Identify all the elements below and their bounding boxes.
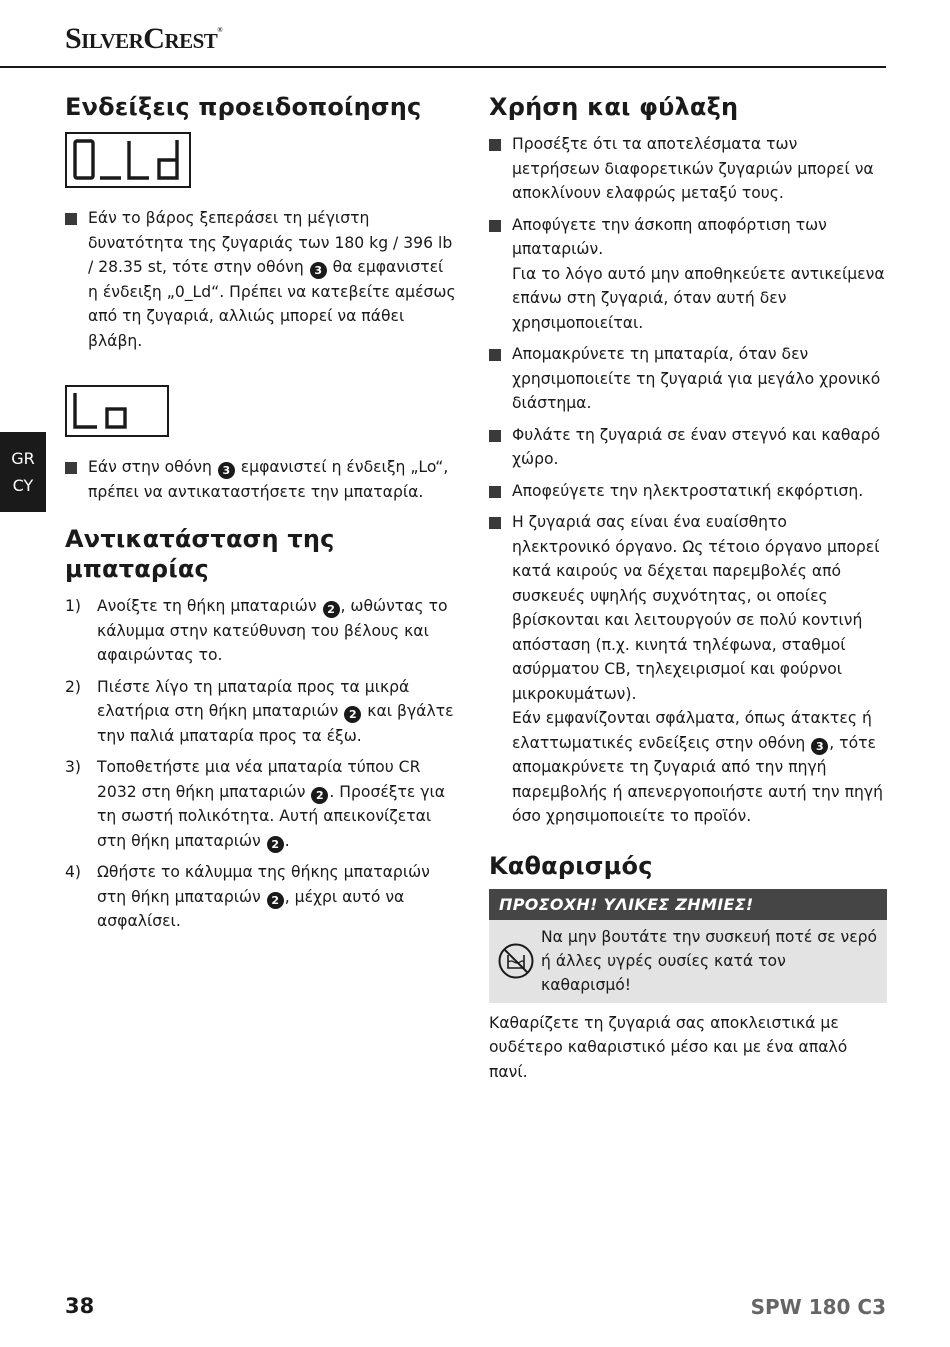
usage-item-1: Προσέξτε ότι τα αποτελέσματα των μετρήσεων διαφορετικών ζυγαριών μπορεί να αποκλίνουν ελαφρώς μεταξύ τους. — [489, 132, 887, 206]
step-text: . — [284, 831, 290, 850]
page-number: 38 — [65, 1294, 95, 1318]
model-number: SPW 180 C3 — [750, 1295, 886, 1319]
usage-item-4: Φυλάτε τη ζυγαριά σε έναν στεγνό και καθαρό χώρο. — [489, 423, 887, 472]
language-tab-gr: GR — [11, 449, 35, 468]
step-number: 2) — [65, 677, 82, 696]
battery-title: Αντικατάσταση της μπαταρίας — [65, 525, 335, 583]
warning-old-item — [65, 206, 457, 353]
language-tab-cy: CY — [12, 476, 34, 495]
usage-item-2 — [489, 213, 887, 336]
no-immersion-icon — [497, 942, 535, 980]
warning-lo-text-2: εμφανιστεί η ένδειξη „Lo“, πρέπει να αντικαταστήσετε την μπαταρία. — [88, 458, 449, 501]
warnings-title: Ενδείξεις προειδοποίησης — [65, 93, 422, 121]
warning-old-text-1: Εάν το βάρος ξεπεράσει τη μέγιστη δυνατότητα της ζυγαριάς των 180 kg / 396 lb / 28.35 st, τότε στην οθόνη — [88, 209, 453, 276]
language-tab — [0, 432, 46, 512]
ref-display-3: 3 — [218, 462, 235, 479]
ref-battery-compartment: 2 — [344, 706, 361, 723]
step-text: Ανοίξτε τη θήκη μπαταριών — [97, 597, 322, 615]
usage-item-3: Απομακρύνετε τη μπαταρία, όταν δεν χρησιμοποιείτε τη ζυγαριά για μεγάλο χρονικό διάστημα. — [489, 342, 887, 416]
step-text: Τοποθετήστε μια νέα μπαταρία τύπου CR 2032 στη θήκη μπαταριών — [97, 758, 421, 801]
usage-item-6-text-c: , τότε απομακρύνετε τη ζυγαριά από την πηγή παρεμβολής ή απενεργοποιήστε αυτή την πηγή όσο χρησιμοποιείτε το προϊόν. — [512, 733, 883, 825]
cleaning-text: Καθαρίζετε τη ζυγαριά σας αποκλειστικά με ουδέτερο καθαριστικό μέσο και με ένα απαλό πανί. — [489, 1013, 848, 1081]
left-column — [65, 92, 457, 941]
header-rule — [0, 66, 886, 68]
cleaning-title: Καθαρισμός — [489, 851, 653, 880]
ref-battery-compartment: 2 — [311, 787, 328, 804]
brand-name: SilverCrest — [65, 22, 218, 55]
warning-old-text-2: θα εμφανιστεί η ένδειξη „0_Ld“. Πρέπει να κατεβείτε αμέσως από τη ζυγαριά, αλλιώς μπορεί να πάθει βλάβη. — [88, 258, 456, 350]
caution-banner: ΠΡΟΣΟΧΗ! ΥΛΙΚΕΣ ΖΗΜΙΕΣ! — [489, 889, 887, 920]
ref-display-3: 3 — [310, 262, 327, 279]
lcd-display-old — [65, 132, 191, 188]
battery-step-3 — [65, 755, 457, 853]
usage-title: Χρήση και φύλαξη — [489, 93, 739, 121]
warning-old-list — [65, 206, 457, 353]
step-text: Πιέστε λίγο τη μπαταρία προς τα μικρά ελατήρια στη θήκη μπαταριών — [97, 677, 410, 720]
battery-step-2 — [65, 675, 457, 749]
battery-step-4 — [65, 860, 457, 934]
usage-list — [489, 132, 887, 829]
ref-battery-compartment: 2 — [267, 892, 284, 909]
step-number: 3) — [65, 758, 82, 776]
registered-mark: ® — [217, 26, 223, 34]
step-text: , μέχρι αυτό να ασφαλίσει. — [97, 887, 405, 930]
step-text: , ωθώντας το κάλυμμα στην κατεύθυνση του βέλους και αφαιρώντας το. — [97, 597, 448, 664]
lcd-display-lo — [65, 385, 169, 437]
caution-box — [489, 920, 887, 1003]
ref-display-3: 3 — [811, 738, 828, 755]
usage-item-6 — [489, 510, 887, 829]
caution-text: Να μην βουτάτε την συσκευή ποτέ σε νερό ή άλλες υγρές ουσίες κατά τον καθαρισμό! — [541, 927, 878, 994]
usage-item-6-text-b: Εάν εμφανίζονται σφάλματα, όπως άτακτες ή ελαττωματικές ενδείξεις στην οθόνη — [512, 709, 872, 752]
battery-step-1 — [65, 594, 457, 668]
battery-steps — [65, 594, 457, 934]
warning-lo-text-1: Εάν στην οθόνη — [88, 458, 217, 476]
right-column — [489, 92, 887, 1084]
ref-battery-compartment: 2 — [323, 601, 340, 618]
usage-item-5: Αποφεύγετε την ηλεκτροστατική εκφόρτιση. — [489, 479, 887, 504]
usage-item-2-text-b: Για το λόγο αυτό μην αποθηκεύετε αντικείμενα επάνω στη ζυγαριά, όταν αυτή δεν χρησιμοποιείται. — [512, 264, 885, 332]
step-number: 4) — [65, 863, 82, 881]
step-text: και βγάλτε την παλιά μπαταρία προς τα έξω. — [97, 702, 454, 745]
step-number: 1) — [65, 597, 82, 615]
ref-battery-compartment: 2 — [267, 836, 284, 853]
step-text: Ωθήστε το κάλυμμα της θήκης μπαταριών στη θήκη μπαταριών — [97, 863, 430, 906]
step-text: . Προσέξτε για τη σωστή πολικότητα. Αυτή απεικονίζεται στη θήκη μπαταριών — [97, 782, 446, 850]
usage-item-6-text-a: Η ζυγαριά σας είναι ένα ευαίσθητο ηλεκτρονικό όργανο. Ως τέτοιο όργανο μπορεί κατά καιρούς να δέχεται παρεμβολές από συσκευές υψηλής συχνότητας, οι οποίες βρίσκονται και λειτουργούν σε πολύ κοντινή απόσταση (π.χ. κινητά τηλέφωνα, σταθμοί ασύρματου CB, τηλεχειρισμοί και φούρνοι μικροκυμάτων). — [512, 513, 880, 703]
usage-item-2-text-a: Αποφύγετε την άσκοπη αποφόρτιση των μπαταριών. — [512, 215, 827, 258]
warning-lo-item — [65, 455, 457, 504]
warning-lo-list — [65, 455, 457, 504]
brand-logo — [65, 22, 222, 56]
